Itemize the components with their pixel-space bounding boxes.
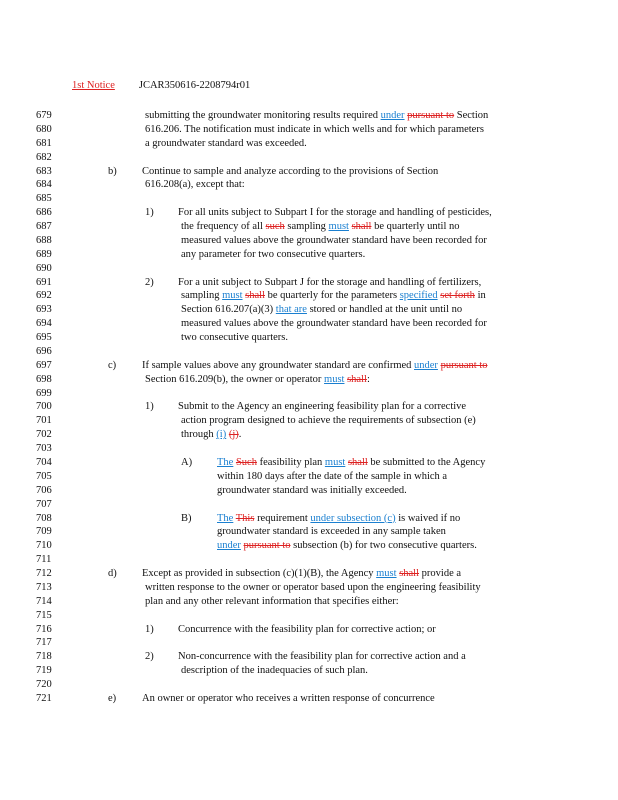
line [0, 345, 618, 358]
line [0, 137, 618, 150]
line [0, 636, 618, 649]
line-number: 701 [36, 415, 52, 427]
line-number: 708 [36, 512, 52, 524]
line-number: 683 [36, 165, 52, 177]
deleted-text: shall [347, 457, 368, 468]
line-number: 692 [36, 290, 52, 302]
line-text [145, 581, 481, 594]
line-text [142, 692, 435, 705]
line-number: 714 [36, 595, 52, 607]
text-run: For all units subject to Subpart I for the storage and handling of pesticides, [178, 207, 492, 219]
line-text [142, 567, 461, 580]
line-text [178, 623, 436, 636]
line [0, 192, 618, 205]
line [0, 178, 618, 191]
line-text [142, 165, 438, 178]
inserted-text: that are [275, 304, 307, 316]
text-run: 616.208(a), except that: [145, 179, 245, 191]
line-text [178, 400, 466, 413]
text-run: subsection (b) for two consecutive quarters. [290, 540, 477, 552]
line-number: 703 [36, 443, 52, 455]
line [0, 498, 618, 511]
deleted-text: shall [351, 221, 372, 233]
line-number: 716 [36, 623, 52, 635]
deleted-text: such [265, 221, 285, 233]
text-run: 616.206. The notification must indicate in which wells and for which parameters [145, 123, 484, 135]
text-run: the frequency of all [181, 221, 266, 233]
deleted-text: shall [399, 568, 420, 580]
text-run: be submitted to the Agency [367, 457, 486, 468]
line-number: 680 [36, 123, 52, 135]
line-text [178, 206, 492, 219]
text-run: groundwater standard is exceeded in any sample taken [217, 526, 446, 538]
line-number: 684 [36, 179, 52, 191]
line-number: 721 [36, 692, 52, 704]
line [0, 165, 618, 178]
text-run: submitting the groundwater monitoring results required [145, 110, 381, 121]
line-text [145, 595, 399, 608]
line-number: 715 [36, 609, 52, 621]
line-text [181, 664, 368, 677]
text-run: Continue to sample and analyze according to the provisions of Section [142, 165, 439, 177]
line-text [217, 512, 460, 525]
line [0, 650, 618, 663]
line-text [145, 123, 484, 136]
line [0, 414, 618, 427]
line-number: 713 [36, 581, 52, 593]
line-number: 705 [36, 470, 52, 482]
text-run: plan and any other relevant information that specifies either: [145, 595, 399, 607]
text-run: is waived if no [395, 512, 461, 524]
line-number: 719 [36, 665, 52, 677]
text-run: Non-concurrence with the feasibility plan for corrective action and a [178, 651, 466, 663]
deleted-text: pursuant to [407, 110, 455, 121]
line-number: 718 [36, 651, 52, 663]
line [0, 678, 618, 691]
line-text [181, 289, 486, 302]
text-run: sampling [284, 221, 329, 233]
deleted-text: pursuant to [440, 359, 488, 371]
line [0, 484, 618, 497]
line-text [217, 539, 477, 552]
inserted-text: The [217, 457, 234, 468]
document-id: JCAR350616-2208794r01 [138, 80, 251, 91]
line [0, 539, 618, 552]
line-number: 697 [36, 359, 52, 371]
notice-label: 1st Notice [72, 80, 115, 91]
text-run: : [366, 373, 370, 385]
line [0, 206, 618, 219]
line-number: 694 [36, 318, 52, 330]
subsection-label: 1) [145, 623, 154, 635]
line [0, 581, 618, 594]
subsection-label: e) [108, 692, 117, 704]
subsection-label: 2) [145, 651, 154, 663]
line-text [181, 414, 476, 427]
inserted-text: must [376, 568, 397, 580]
text-run: in [474, 290, 486, 302]
inserted-text: must [324, 457, 346, 468]
line-number: 709 [36, 526, 52, 538]
inserted-text: (i) [216, 429, 227, 441]
deleted-text: set forth [440, 290, 475, 302]
inserted-text: under [414, 359, 438, 371]
line [0, 248, 618, 261]
text-run: An owner or operator who receives a written response of concurrence [142, 692, 435, 704]
deleted-text: pursuant to [243, 540, 291, 552]
deleted-text: This [235, 512, 255, 524]
line-text [181, 248, 365, 261]
line [0, 276, 618, 289]
line [0, 664, 618, 677]
text-run: be quarterly until no [371, 221, 460, 233]
line [0, 373, 618, 386]
text-run: measured values above the groundwater standard have been recorded for [181, 318, 487, 330]
text-run: be quarterly for the parameters [265, 290, 400, 302]
text-run: Concurrence with the feasibility plan for corrective action; or [178, 623, 436, 635]
text-run: . [238, 429, 242, 441]
text-run: provide a [419, 568, 462, 580]
line [0, 331, 618, 344]
line-number: 693 [36, 304, 52, 316]
inserted-text: must [222, 290, 243, 302]
text-run: two consecutive quarters. [181, 332, 289, 344]
line-text [217, 456, 485, 469]
line-number: 687 [36, 221, 52, 233]
text-run: requirement [254, 512, 311, 524]
inserted-text: specified [399, 290, 438, 302]
line-number: 699 [36, 387, 52, 399]
line [0, 387, 618, 400]
line-number: 695 [36, 332, 52, 344]
text-run: through [181, 429, 217, 441]
line-text [217, 525, 446, 538]
subsection-label: A) [181, 457, 193, 468]
line-text [178, 276, 481, 289]
text-run: feasibility plan [256, 457, 325, 468]
line [0, 123, 618, 136]
deleted-text: shall [245, 290, 266, 302]
line [0, 317, 618, 330]
line-number: 696 [36, 345, 52, 357]
line [0, 400, 618, 413]
text-run: Submit to the Agency an engineering feasibility plan for a corrective [178, 401, 467, 413]
line-number: 720 [36, 679, 52, 691]
inserted-text: under subsection (c) [310, 512, 396, 524]
line-text [145, 178, 245, 191]
line [0, 623, 618, 636]
line-number: 691 [36, 276, 52, 288]
line [0, 692, 618, 705]
line-text [181, 234, 487, 247]
line-text [181, 220, 460, 233]
line-number: 690 [36, 262, 52, 274]
line-number: 704 [36, 457, 52, 468]
text-run: measured values above the groundwater standard have been recorded for [181, 234, 487, 246]
line-number: 686 [36, 207, 52, 219]
line [0, 595, 618, 608]
line-number: 685 [36, 193, 52, 205]
line-number: 706 [36, 484, 52, 496]
line [0, 234, 618, 247]
text-run: written response to the owner or operator based upon the engineering feasibility [145, 581, 481, 593]
line [0, 442, 618, 455]
subsection-label: 1) [145, 401, 154, 413]
line [0, 525, 618, 538]
line-text [178, 650, 466, 663]
text-run: For a unit subject to Subpart J for the storage and handling of fertilizers, [178, 276, 482, 288]
inserted-text: must [328, 221, 349, 233]
text-run: groundwater standard was initially exceeded. [217, 484, 407, 496]
line-number: 710 [36, 540, 52, 552]
line-number: 707 [36, 498, 52, 510]
line [0, 109, 618, 122]
text-run: Section 616.207(a)(3) [181, 304, 276, 316]
text-run: Section [454, 110, 489, 121]
line-text [145, 373, 370, 386]
inserted-text: under [217, 540, 241, 552]
line [0, 262, 618, 275]
line-number: 689 [36, 248, 52, 260]
subsection-label: 2) [145, 276, 154, 288]
inserted-text: under [380, 110, 405, 121]
line [0, 151, 618, 164]
line-text [145, 137, 307, 150]
subsection-label: B) [181, 512, 192, 524]
deleted-text: shall [347, 373, 367, 385]
line [0, 512, 618, 525]
line [0, 220, 618, 233]
line [0, 609, 618, 622]
line-text [217, 484, 407, 497]
text-run: a groundwater standard was exceeded. [145, 137, 307, 149]
text-run: action program designed to achieve the requirements of subsection (e) [181, 415, 476, 427]
line-number: 712 [36, 568, 52, 580]
line-number: 681 [36, 137, 52, 149]
line [0, 289, 618, 302]
line-number: 711 [36, 554, 52, 566]
text-run: sampling [181, 290, 223, 302]
line-text [181, 331, 288, 344]
text-run: any parameter for two consecutive quarters. [181, 248, 366, 260]
line [0, 470, 618, 483]
subsection-label: b) [108, 165, 117, 177]
text-run: stored or handled at the unit until no [306, 304, 463, 316]
line-text [181, 317, 487, 330]
line-text [145, 109, 488, 122]
text-run: description of the inadequacies of such plan. [181, 665, 368, 677]
line [0, 567, 618, 580]
deleted-text: (j) [228, 429, 239, 441]
text-run: If sample values above any groundwater standard are confirmed [142, 359, 415, 371]
text-run: Section 616.209(b), the owner or operator [145, 373, 325, 385]
line-number: 698 [36, 373, 52, 385]
line [0, 359, 618, 372]
line-text [217, 470, 447, 483]
inserted-text: must [324, 373, 345, 385]
page-header [72, 80, 250, 91]
line-text [181, 303, 462, 316]
line-number: 688 [36, 234, 52, 246]
subsection-label: c) [108, 359, 117, 371]
line-text [181, 428, 241, 441]
line-number: 682 [36, 151, 52, 163]
line-number: 702 [36, 429, 52, 441]
subsection-label: 1) [145, 207, 154, 219]
line-number: 700 [36, 401, 52, 413]
line-number: 717 [36, 637, 52, 649]
line [0, 456, 618, 469]
line [0, 553, 618, 566]
deleted-text: Such [235, 457, 257, 468]
text-run: Except as provided in subsection (c)(1)(B), the Agency [142, 568, 377, 580]
line-number: 679 [36, 110, 52, 121]
line [0, 303, 618, 316]
line-text [142, 359, 488, 372]
text-run: within 180 days after the date of the sample in which a [217, 470, 448, 482]
inserted-text: The [217, 512, 234, 524]
subsection-label: d) [108, 568, 117, 580]
line [0, 428, 618, 441]
